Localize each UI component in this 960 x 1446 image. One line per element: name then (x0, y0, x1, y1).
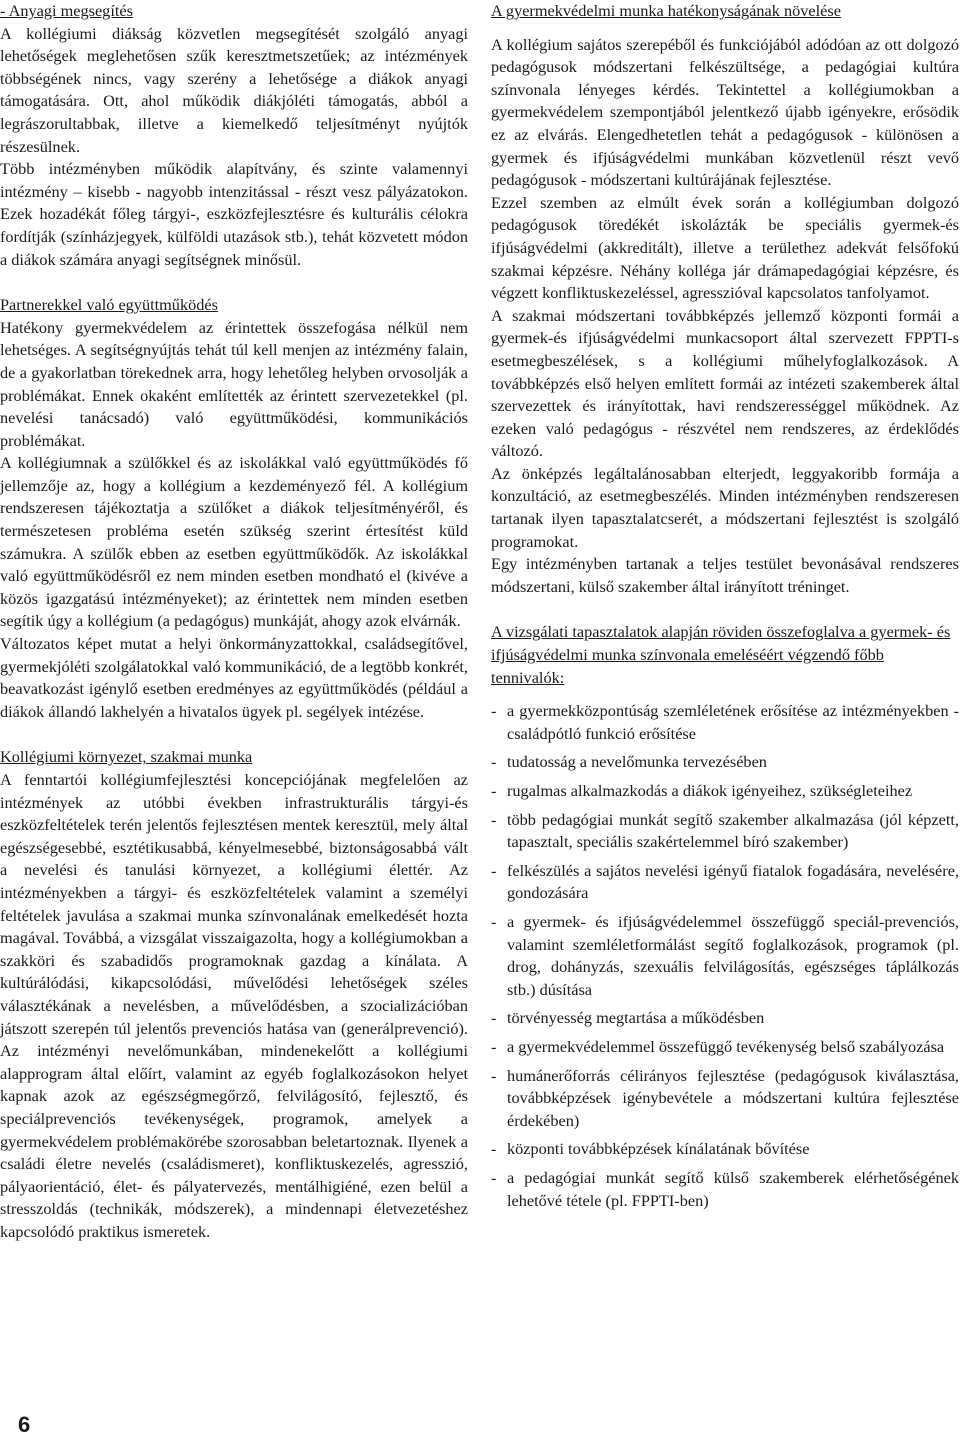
left-column (0, 0, 468, 1243)
section-title-financial-support: - Anyagi megsegítés (0, 1, 133, 20)
paragraph: A szakmai módszertani továbbképzés jellemző központi formái a gyermek-és ifjúságvédelmi munkacsoport által szervezett FPPTI-s esetmegbeszélések, s a kollégiumi műhelyfoglalkozások. A továbbképzés első helyen említett formái az intézeti szakemberek által szervezettek és irányítottak, havi rendszerességgel működnek. Az ezeken való pedagógus - részvétel nem rendszeres, az érdeklődés változó. (491, 305, 959, 461)
paragraph: A kollégiumi diákság közvetlen megsegítését szolgáló anyagi lehetőségek meglehetősen szűk keresztmetszetűek; az intézmények többségének nincs, vagy szerény a lehetősége a diákok anyagi támogatására. Ott, ahol működik diákjóléti támogatás, abból a legrászorultabbak, illetve a kiemelkedő teljesítményt nyújtók részesülnek. (0, 23, 468, 156)
task-list (491, 700, 959, 1212)
list-item: - felkészülés a sajátos nevelési igényű fiatalok fogadására, nevelésére, gondozására (491, 860, 959, 903)
list-item: - a gyermekközpontúság szemléletének erősítése az intézményekben - családpótló funkció erősítése (491, 701, 959, 743)
list-item: - a gyermek- és ifjúságvédelemmel összefüggő speciál-prevenciós, valamint szemléletformálást segítő foglalkozások, programok (pl. drog, dohányzás, szexuális felvilágosítás, egészséges táplálkozás stb.) dúsítása (491, 911, 959, 999)
paragraph: Több intézményben működik alapítvány, és szinte valamennyi intézmény – kisebb - nagyobb intenzitással - részt vesz pályázatokon. Ezek hozadékát főleg tárgyi-, eszközfejlesztésre és kulturális célokra fordítják (színházjegyek, külföldi utazások stb.), tehát közvetett módon a diákok számára anyagi segítségnek minősül. (0, 159, 468, 269)
section-title-tasks: A vizsgálati tapasztalatok alapján röviden összefoglalva a gyermek- és ifjúságvédelmi munka színvonala emeléséért végzendő főbb tennivalók: (491, 622, 951, 687)
list-item: - humánerőforrás célirányos fejlesztése (pedagógusok kiválasztása, továbbképzések igénybevétele a módszertani kultúra fejlesztése érdekében) (491, 1065, 959, 1130)
list-item: - tudatosság a nevelőmunka tervezésében (491, 752, 767, 772)
list-item: - központi továbbképzések kínálatának bővítése (491, 1139, 810, 1159)
list-item: - a pedagógiai munkát segítő külső szakemberek elérhetőségének lehetővé tétele (pl. FPPTI-ben) (491, 1167, 959, 1210)
section-title-efficiency: A gyermekvédelmi munka hatékonyságának növelése (491, 1, 841, 20)
right-column (491, 0, 959, 1218)
paragraph: Ezzel szemben az elmúlt évek során a kollégiumban dolgozó pedagógusok töredékét iskolázták be speciális gyermek-és ifjúságvédelmi (akkreditált), illetve a területhez adekvát felsőfokú szakmai képzésre. Néhány kolléga jár drámapedagógiai képzésre, és végzett konfliktuskezeléssel, agresszióval kapcsolatos tanfolyamot. (491, 192, 959, 303)
paragraph: A kollégiumnak a szülőkkel és az iskolákkal való együttműködés fő jellemzője az, hogy a kollégium a kezdeményező fél. A kollégium rendszeresen tájékoztatja a szülőket a diákok teljesítményéről, és természetesen probléma esetén szükség szerint értesítést küld számukra. A szülők ebben az esetben együttműködők. Az iskolákkal való együttműködésről ez nem minden esetben mondható el (kivéve a közös igazgatású intézményeket); az érintettek nem minden esetben segítik úgy a kollégium (a pedagógus) munkáját, ahogy azok elvárnák. (0, 453, 468, 631)
paragraph: A fenntartói kollégiumfejlesztési koncepciójának megfelelően az intézmények az utóbbi években infrastrukturális tárgyi-és eszközfeltételek terén jelentős fejlesztésen mentek keresztül, mely által egészségesebbé, esztétikusabbá, kényelmesebbé, biztonságosabbá vált a nevelési és tanulási környezet, a kollégiumi élettér. Az intézményekben a tárgyi- és eszközfeltételek valamint a személyi feltételek javulása a szakmai munka színvonalának emelkedését hozta magával. Továbbá, a vizsgálat visszaigazolta, hogy a kollégiumokban a szakköri és szabadidős programoknak gazdag a kínálata. A kultúrálódási, kikapcsolódási, művelődési lehetőségek széles választékának a nevelésben, a művelődésben, a szocializációban játszott szerepén túl jelentős prevenciós hatása van (generálprevenció). Az intézményi nevelőmunkában, mindenekelőtt a kollégiumi alapprogram által előírt, valamint az egyéb foglalkozásokon helyet kapnak azok az egészségmegőrző, felvilágosító, fejlesztő, és speciálprevenciós tevékenységek, programok, amelyek a gyermekvédelem problémakörébe szorosabban beletartoznak. Ilyenek a családi életre nevelés (családismeret), konfliktuskezelés, agresszió, pályaorientáció, élet- és pályatervezés, mentálhigiéné, ezen belül a stresszoldás (technikák, módszerek), a mindennapi életvezetéshez kapcsolódó praktikus ismeretek. (0, 770, 468, 1241)
paragraph: Hatékony gyermekvédelem az érintettek összefogása nélkül nem lehetséges. A segítségnyújtás tehát túl kell menjen az intézmény falain, de a gyakorlatban törekednek arra, hogy lehetőleg helyben orvosolják a problémákat. Ennek okaként említették az érintett szervezetekkel (pl. nevelési tanácsadó) való együttműködési, kommunikációs problémákat. (0, 317, 468, 450)
paragraph: Az önképzés legáltalánosabban elterjedt, leggyakoribb formája a konzultáció, az esetmegbeszélés. Minden intézményben rendszeresen tartanak ilyen tapasztalatcserét, a módszertani fejlesztést is szolgáló programokat. (491, 463, 959, 551)
list-item: - törvényesség megtartása a működésben (491, 1008, 765, 1028)
paragraph: Változatos képet mutat a helyi önkormányzattokkal, családsegítővel, gyermekjóléti szolgálatokkal való kommunikáció, de a legtöbb konkrét, beavatkozást igénylő esetben eredményes az együttműködés (például a diákok állandó lakhelyén a hivatalos ügyek pl. segélyek intézése. (0, 634, 468, 721)
section-title-environment: Kollégiumi környezet, szakmai munka (0, 747, 253, 767)
paragraph: Egy intézményben tartanak a teljes testület bevonásával rendszeres módszertani, külső szakember által irányított tréninget. (491, 554, 959, 596)
page-number: 6 (18, 1412, 31, 1437)
paragraph: A kollégium sajátos szerepéből és funkciójából adódóan az ott dolgozó pedagógusok módszertani felkészültsége, a pedagógiai kultúra színvonala lényeges kérdés. Tekintettel a kollégiumokban a gyermekvédelem szempontjából jelentkező újabb igényekre, erősödik ez az elvárás. Elengedhetetlen tehát a pedagógusok - különösen a gyermek és ifjúságvédelmi munkában közvetlenül részt vevő pedagógusok - módszertani kultúrájának fejlesztése. (491, 34, 959, 190)
list-item: - a gyermekvédelemmel összefüggő tevékenység belső szabályozása (491, 1036, 945, 1056)
section-title-partnerships: Partnerekkel való együttműködés (0, 295, 218, 315)
list-item: - rugalmas alkalmazkodás a diákok igényeihez, szükségleteihez (491, 781, 913, 800)
list-item: - több pedagógiai munkát segítő szakember alkalmazása (jól képzett, tapasztalt, speciális szakértelemmel bíró szakember) (491, 809, 959, 852)
